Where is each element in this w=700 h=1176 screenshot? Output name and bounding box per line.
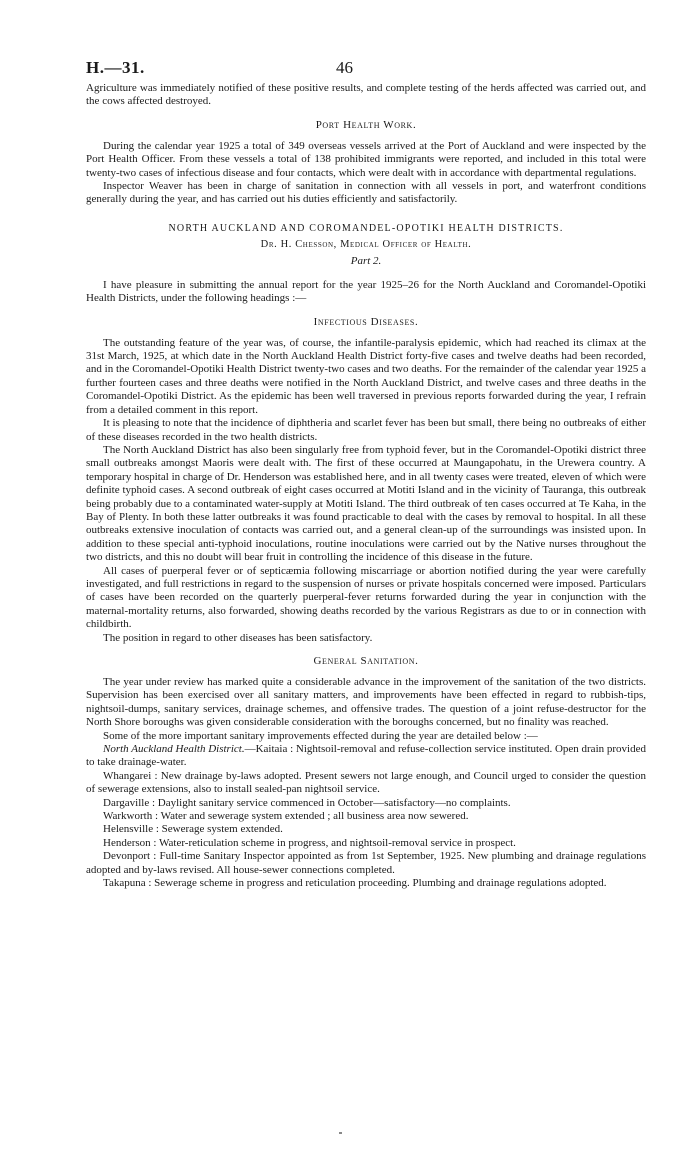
infectious-paragraph: All cases of puerperal fever or of septicæmia following miscarriage or abortion notified during the year were carefully investigated, and full restrictions in regard to the suspension of nurses or private hospitals concerned were imposed. Particulars of cases have been recorded on the quarterly puerperal-fever returns forwarded during the year in conjunction with the maternal-mortality returns, also forwarded, showing deaths recorded by the various Registrars as due to or in connection with childbirth. <box>86 564 646 631</box>
sanitation-paragraph: The year under review has marked quite a considerable advance in the improvement of the sanitation of the two districts. Supervision has been exercised over all sanitary matters, and improvements have been effected in regard to rubbish-tips, nightsoil-dumps, sanitary services, drainage schemes, and offensive trades. The question of a joint refuse-destructor for the North Shore boroughs was given considerable consideration with the boroughs concerned, but no finality was reached. <box>86 676 646 729</box>
sanitation-item-text: —Kaitaia : Nightsoil-removal and refuse-collection service instituted. Open drain provided to take drainage-water. <box>86 743 646 769</box>
infectious-paragraph: The position in regard to other diseases has been satisfactory. <box>103 631 373 644</box>
sanitation-heading: General Sanitation. <box>313 655 419 667</box>
infectious-paragraph: It is pleasing to note that the incidence of diphtheria and scarlet fever has been but small, there being no outbreaks of either of these diseases recorded in the two health districts. <box>86 417 646 443</box>
infectious-paragraph: The outstanding feature of the year was, of course, the infantile-paralysis epidemic, which had reached its climax at the 31st March, 1925, at which date in the North Auckland Health District forty-five cases and twelve deaths had been recorded, and in the Coromandel-Opotiki Health District twenty-two cases and two deaths. For the remainder of the calendar year 1925 a further fourteen cases and three deaths were notified in the North Auckland District, and twelve cases and three deaths in the Coromandel-Opotiki District. As the epidemic has been well traversed in previous reports forwarded during the year, I refrain from a detailed comment in this report. <box>86 336 646 416</box>
district-intro: I have pleasure in submitting the annual report for the year 1925–26 for the North Auckland and Coromandel-Opotiki Health Districts, under the following headings :— <box>86 278 646 305</box>
medical-officer: Dr. H. Chesson, Medical Officer of Health. <box>260 238 472 250</box>
sanitation-item: Helensville : Sewerage system extended. <box>103 823 283 836</box>
sanitation-item: Dargaville : Daylight sanitary service commenced in October—satisfactory—no complaints. <box>103 796 511 809</box>
page-header <box>86 58 646 82</box>
district-label: North Auckland Health District. <box>103 743 245 756</box>
sanitation-item: Henderson : Water-reticulation scheme in progress, and nightsoil-removal service in prospect. <box>103 836 516 849</box>
page-number: 46 <box>336 58 353 77</box>
port-health-heading: Port Health Work. <box>315 118 417 131</box>
document-page <box>86 58 646 891</box>
infectious-paragraph: The North Auckland District has also been singularly free from typhoid fever, but in the Coromandel-Opotiki district three small outbreaks amongst Maoris were dealt with. The first of these occurred at Maungapohatu, in the Urewera country. A temporary hospital in charge of Dr. Henderson was established here, and in all twenty cases were treated, eleven of which were definite typhoid cases. A second outbreak of eight cases occurred at Motiti Island and in the vicinity of Tauranga, this outbreak being probably due to a contaminated water-supply at Motiti Island. The third outbreak of ten cases occurred at Te Kaha, in the Bay of Plenty. In both these latter outbreaks it was found practicable to deal with the cases by removal to hospital. In all these outbreaks extensive inoculation of contacts was carried out, and a general clean-up of the surroundings was insisted upon. In addition to these special anti-typhoid inoculations, routine inoculations were carried out by the Native nurses throughout the two districts, and this no doubt will bear fruit in controlling the incidence of this disease in the future. <box>86 443 646 564</box>
report-reference: H.—31. <box>86 58 145 77</box>
infectious-heading: Infectious Diseases. <box>313 315 419 328</box>
scan-mark <box>339 1132 342 1134</box>
sanitation-item: Whangarei : New drainage by-laws adopted. Present sewers not large enough, and Council urged to consider the question of sewerage extensions, also to install sealed-pan nightsoil service. <box>86 769 646 796</box>
district-title: NORTH AUCKLAND AND COROMANDEL-OPOTIKI HEALTH DISTRICTS. <box>168 222 564 234</box>
port-health-paragraph: During the calendar year 1925 a total of 349 overseas vessels arrived at the Port of Auckland and were inspected by the Port Health Officer. From these vessels a total of 138 prohibited immigrants were reported, and included in this total were twenty-two cases of infectious disease and four contacts, which were dealt with in accordance with departmental regulations. <box>86 139 646 179</box>
part-label: Part 2. <box>350 254 382 267</box>
sanitation-paragraph: Some of the more important sanitary improvements effected during the year are detailed below :— <box>103 729 538 742</box>
sanitation-item: Warkworth : Water and sewerage system extended ; all business area now sewered. <box>103 810 469 823</box>
continuation-paragraph: Agriculture was immediately notified of these positive results, and complete testing of the herds affected was carried out, and the cows affected destroyed. <box>86 82 646 108</box>
sanitation-item: Takapuna : Sewerage scheme in progress and reticulation proceeding. Plumbing and drainage regulations adopted. <box>103 877 607 890</box>
port-health-paragraph: Inspector Weaver has been in charge of sanitation in connection with all vessels in port, and waterfront conditions generally during the year, and has carried out his duties efficiently and satisfactorily. <box>86 180 646 206</box>
sanitation-item: Devonport : Full-time Sanitary Inspector appointed as from 1st September, 1925. New plumbing and drainage regulations adopted and by-laws revised. All house-sewer connections completed. <box>86 850 646 876</box>
sanitation-item <box>86 743 646 770</box>
